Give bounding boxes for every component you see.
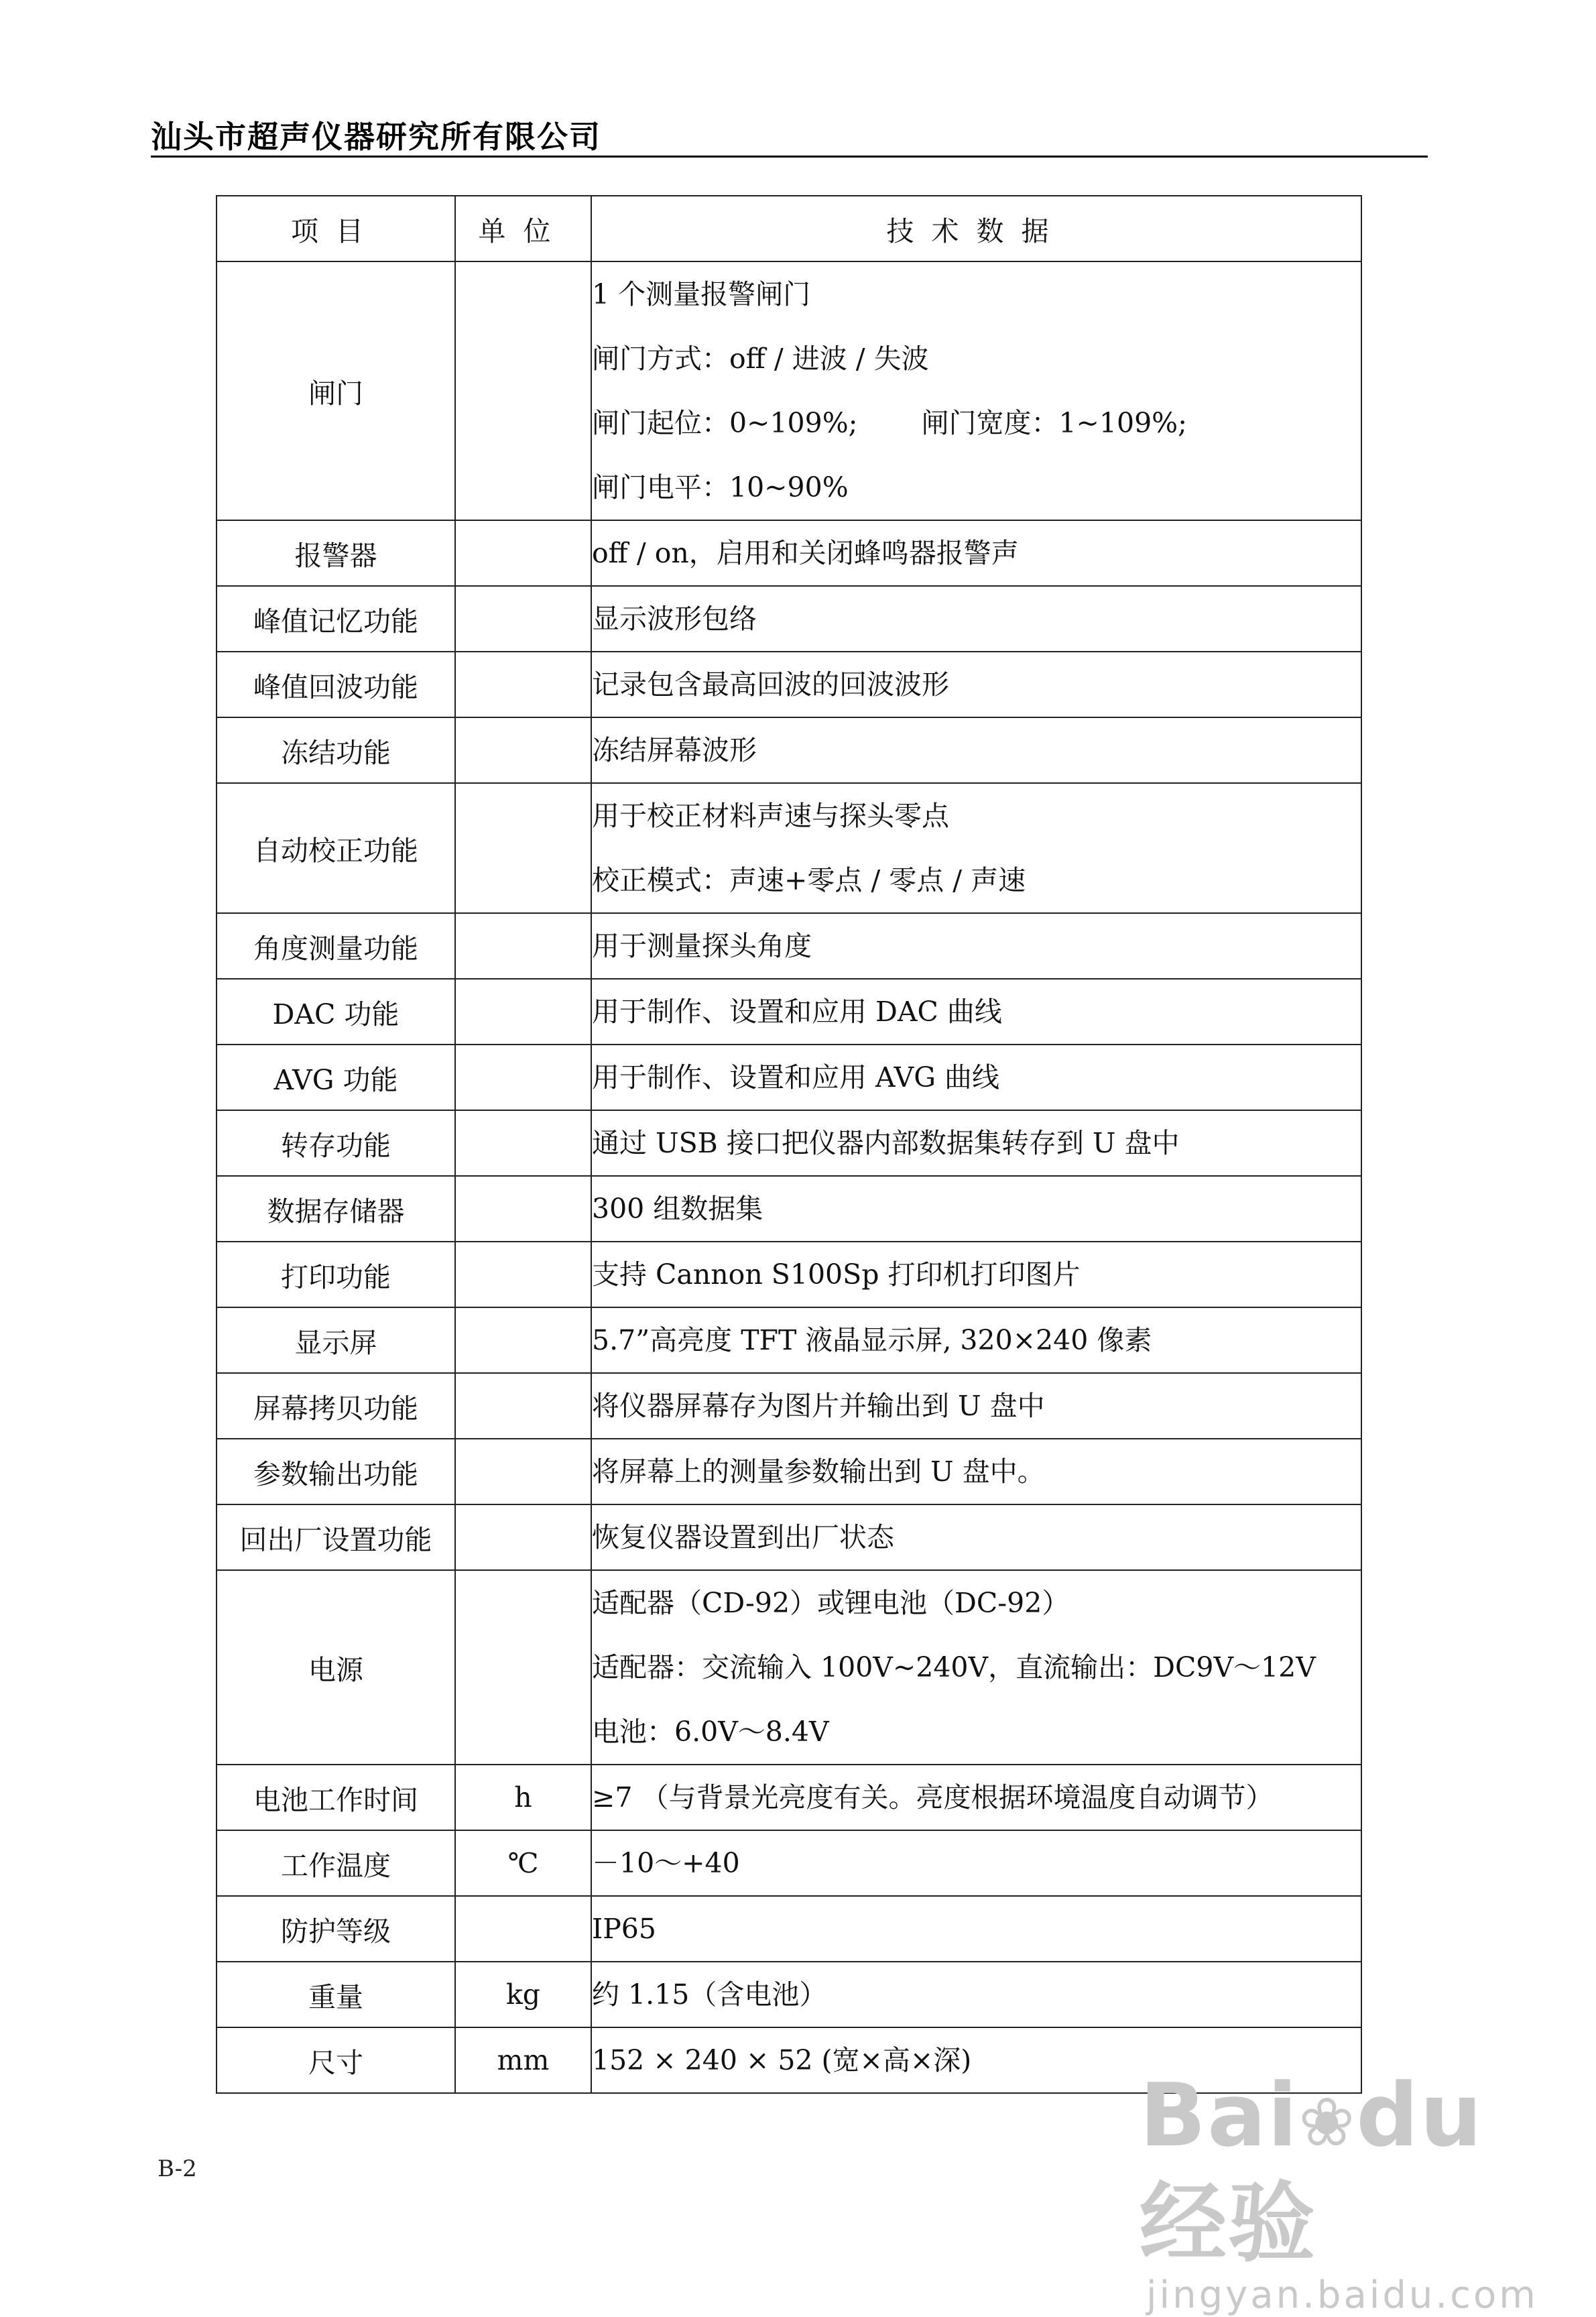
row-item: 自动校正功能 [217,783,455,913]
row-data [591,717,1361,783]
data-line: 闸门方式：off / 进波 / 失波 [592,343,929,375]
row-item: 数据存储器 [217,1176,455,1242]
data-line: 152 × 240 × 52 (宽×高×深) [592,2044,972,2076]
company-header: 汕头市超声仪器研究所有限公司 [151,119,601,155]
data-line: －10～+40 [592,1847,740,1879]
row-item: 显示屏 [217,1307,455,1373]
data-line: 将仪器屏幕存为图片并输出到 U 盘中 [592,1390,1045,1422]
row-data [591,1504,1361,1570]
table-row [217,1176,1361,1242]
table-row [217,652,1361,717]
data-line: 用于制作、设置和应用 DAC 曲线 [592,996,1002,1028]
row-item: 打印功能 [217,1242,455,1307]
table-row [217,783,1361,913]
row-data [591,1110,1361,1176]
row-data [591,1439,1361,1504]
row-unit [455,1570,591,1765]
row-item: 电池工作时间 [217,1765,455,1830]
row-item: 峰值记忆功能 [217,586,455,652]
row-unit [455,1242,591,1307]
data-line: 闸门电平：10~90% [592,471,849,503]
table-row [217,1373,1361,1439]
row-item: 防护等级 [217,1896,455,1962]
row-unit [455,1373,591,1439]
data-line: 电池：6.0V～8.4V [592,1716,829,1748]
table-row [217,1896,1361,1962]
row-unit [455,1439,591,1504]
row-unit [455,979,591,1045]
table-row [217,1830,1361,1896]
row-item: 峰值回波功能 [217,652,455,717]
row-data [591,1373,1361,1439]
row-item: 冻结功能 [217,717,455,783]
data-line: ≥7 （与背景光亮度有关。亮度根据环境温度自动调节） [592,1781,1274,1814]
table-row [217,717,1361,783]
row-item: 屏幕拷贝功能 [217,1373,455,1439]
row-unit [455,783,591,913]
header-data: 技术数据 [591,196,1361,261]
row-data [591,586,1361,652]
data-line: 用于制作、设置和应用 AVG 曲线 [592,1061,999,1093]
baidu-watermark [1140,2064,1538,2317]
data-line: 用于测量探头角度 [592,930,812,962]
data-line: 支持 Cannon S100Sp 打印机打印图片 [592,1258,1081,1291]
row-unit: kg [455,1962,591,2027]
watermark-logo [1140,2065,1515,2273]
paw-icon: ❀ [1298,2083,1357,2161]
row-item: 报警器 [217,520,455,586]
row-unit [455,1896,591,1962]
row-item: 转存功能 [217,1110,455,1176]
page-number: B-2 [158,2155,197,2182]
data-line: off / on，启用和关闭蜂鸣器报警声 [592,537,1019,569]
row-unit [455,1110,591,1176]
table-row [217,1504,1361,1570]
row-data [591,1570,1361,1765]
table-row [217,1110,1361,1176]
row-data [591,1962,1361,2027]
data-line: 显示波形包络 [592,603,757,635]
row-unit [455,586,591,652]
data-line: 冻结屏幕波形 [592,734,757,766]
row-unit [455,520,591,586]
row-data [591,913,1361,979]
table-row [217,261,1361,520]
row-item: 工作温度 [217,1830,455,1896]
row-data [591,783,1361,913]
table-row [217,520,1361,586]
row-unit [455,1504,591,1570]
row-unit [455,717,591,783]
data-line: 记录包含最高回波的回波波形 [592,668,949,701]
row-data [591,1896,1361,1962]
header-item: 项目 [217,196,455,261]
table-header-row [217,196,1361,261]
watermark-cn: 经验 [1140,2172,1317,2274]
table-row [217,1962,1361,2027]
data-line: 适配器（CD-92）或锂电池（DC-92） [592,1587,1070,1619]
gate-start: 闸门起位：0~109%; [592,407,858,439]
table-row [217,1242,1361,1307]
row-data [591,520,1361,586]
watermark-brand: Bai [1140,2064,1299,2166]
row-data [591,1242,1361,1307]
data-line: 通过 USB 接口把仪器内部数据集转存到 U 盘中 [592,1127,1180,1159]
row-unit: h [455,1765,591,1830]
spec-table [216,195,1362,2094]
table-row [217,1307,1361,1373]
row-item: DAC 功能 [217,979,455,1045]
row-data [591,979,1361,1045]
data-line: 1 个测量报警闸门 [592,278,811,310]
row-item: 电源 [217,1570,455,1765]
row-item: 重量 [217,1962,455,2027]
table-row [217,586,1361,652]
row-item: 回出厂设置功能 [217,1504,455,1570]
data-line: 用于校正材料声速与探头零点 [592,800,949,832]
row-item: 闸门 [217,261,455,520]
data-line: 5.7”高亮度 TFT 液晶显示屏, 320×240 像素 [592,1324,1152,1356]
watermark-url: jingyan.baidu.com [1146,2273,1538,2317]
row-unit: mm [455,2027,591,2093]
row-unit: ℃ [455,1830,591,1896]
header-unit: 单位 [455,196,591,261]
data-line: 约 1.15（含电池） [592,1978,827,2011]
row-unit [455,1176,591,1242]
row-unit [455,652,591,717]
row-item: 参数输出功能 [217,1439,455,1504]
row-data [591,1830,1361,1896]
data-line: IP65 [592,1913,656,1945]
data-line: 300 组数据集 [592,1193,763,1225]
data-line: 将屏幕上的测量参数输出到 U 盘中。 [592,1455,1045,1488]
data-line: 恢复仪器设置到出厂状态 [592,1521,894,1553]
row-data [591,261,1361,520]
table-row [217,1570,1361,1765]
row-data [591,1045,1361,1110]
row-data [591,1765,1361,1830]
row-data [591,652,1361,717]
table-row [217,1439,1361,1504]
gate-width: 闸门宽度：1~109%; [921,407,1187,439]
table-row [217,1765,1361,1830]
row-unit [455,913,591,979]
data-line: 校正模式：声速+零点 / 零点 / 声速 [592,864,1026,896]
table-row [217,1045,1361,1110]
row-unit [455,1307,591,1373]
row-unit [455,261,591,520]
row-item: AVG 功能 [217,1045,455,1110]
data-line: 适配器：交流输入 100V~240V，直流输出：DC9V～12V [592,1651,1316,1683]
row-item: 角度测量功能 [217,913,455,979]
data-line [592,391,1361,455]
table-row [217,913,1361,979]
table-row [217,979,1361,1045]
header-divider [151,156,1428,158]
row-data [591,1176,1361,1242]
watermark-brand2: du [1356,2064,1483,2166]
row-data [591,1307,1361,1373]
row-unit [455,1045,591,1110]
row-item: 尺寸 [217,2027,455,2093]
